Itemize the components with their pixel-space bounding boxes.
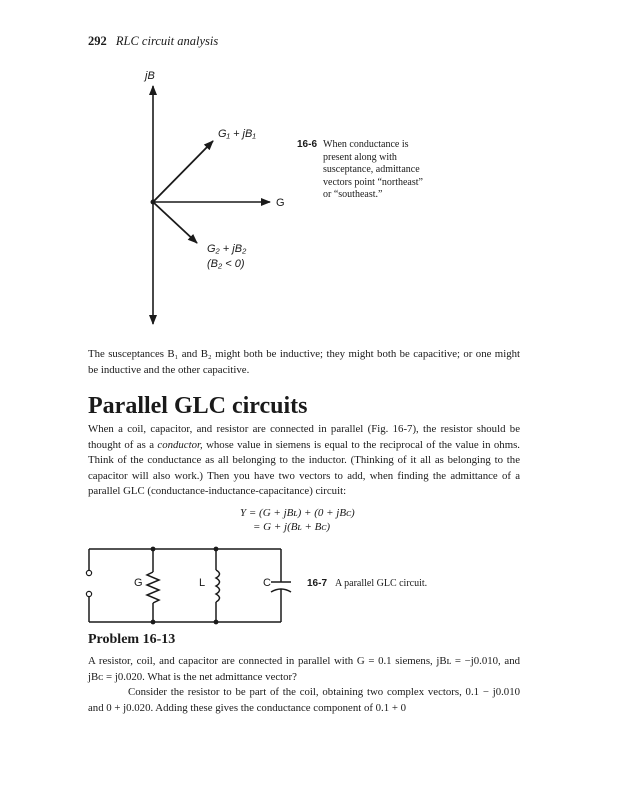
glc-paragraph: When a coil, capacitor, and resistor are connected in parallel (Fig. 16-7), the resistor should be thought of as a conductor, whose value in siemens is equal to the reciprocal of the value in ohms. Think of the conductance as all belonging to the inductor. (Thinking of it all as belonging to the capacitor will also work.) Then you have two vectors to add, when finding the admittance of a parallel GLC (conductance-inductance-capacitance) circuit: [88, 423, 520, 498]
equation-line-1: Y = (G + jBʟ) + (0 + jBᴄ) [240, 507, 355, 519]
label-g: G [134, 577, 143, 589]
vector1-label: G₁ + jB₁ [218, 128, 256, 140]
junction-dot [151, 547, 156, 552]
solution-text: Consider the resistor to be part of the coil, obtaining two complex vectors, 0.1 − j0.010 and 0 + j0.020. Adding these gives the conductance component of 0.1 + 0 [88, 686, 520, 714]
section-title: Parallel GLC circuits [88, 393, 308, 419]
junction-dot [151, 620, 156, 625]
susceptance-paragraph: The susceptances B₁ and B₂ might both be inductive; they might both be capacitive; or one might be inductive and the other capacitive. [88, 348, 520, 376]
caption-text: A parallel GLC circuit. [334, 578, 428, 589]
running-title: RLC circuit analysis [115, 34, 219, 48]
caption-number: 16-6 [297, 139, 318, 150]
junction-dot [214, 547, 219, 552]
caption-line: susceptance, admittance [323, 164, 420, 175]
vector2-label: G₂ + jB₂ [207, 243, 247, 255]
problem-text: A resistor, coil, and capacitor are connected in parallel with G = 0.1 siemens, jBʟ = −j0.010, and jBᴄ = j0.020. What is the net admittance vector? [88, 655, 520, 683]
label-c: C [263, 577, 271, 589]
caption-line: or “southeast.” [323, 189, 383, 200]
page-number: 292 [88, 34, 107, 48]
equation-line-2: = G + j(Bʟ + Bᴄ) [253, 521, 331, 533]
figure-16-7-caption [307, 578, 427, 591]
terminal-bottom [86, 591, 91, 596]
problem-title: Problem 16-13 [88, 632, 176, 647]
caption-line: present along with [323, 151, 397, 163]
terminal-top [86, 570, 91, 575]
g-axis-label: G [276, 197, 285, 209]
caption-line: When conductance is [323, 139, 409, 150]
caption-number: 16-7 [307, 578, 328, 589]
jb-axis-label: jB [145, 70, 155, 82]
label-l: L [199, 577, 206, 589]
caption-line: vectors point “northeast” [323, 176, 423, 188]
junction-dot [214, 620, 219, 625]
vector2-condition: (B₂ < 0) [207, 258, 245, 270]
